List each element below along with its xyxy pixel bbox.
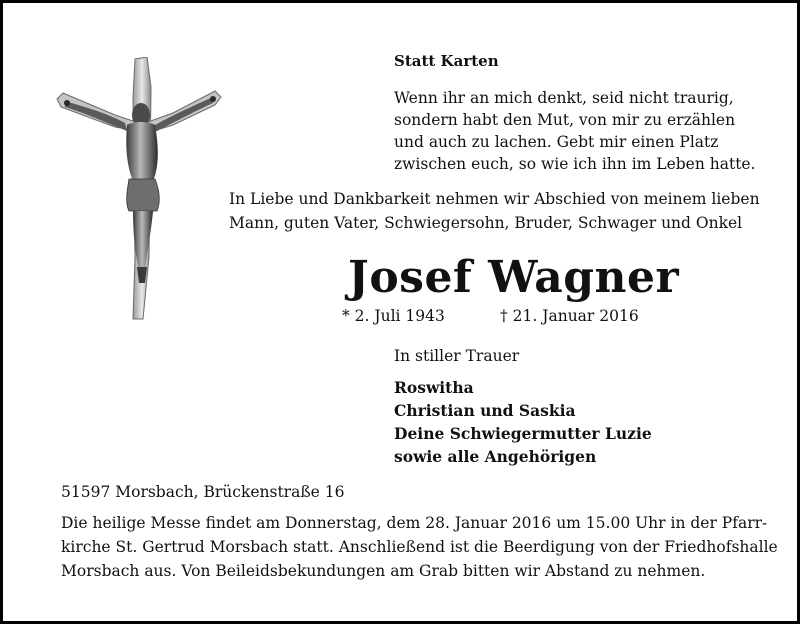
mourners-list [394, 376, 652, 468]
farewell-intro [229, 187, 760, 235]
poem-line: zwischen euch, so wie ich ihn im Leben hatte. [394, 155, 756, 173]
poem [394, 87, 756, 175]
mourner-item: Deine Schwiegermutter Luzie [394, 424, 652, 443]
service-line: kirche St. Gertrud Morsbach statt. Anschließend ist die Beerdigung von der Friedhofshalle [61, 538, 778, 556]
death-date: † 21. Januar 2016 [500, 307, 639, 325]
service-line: Morsbach aus. Von Beileidsbekundungen am Grab bitten wir Abstand zu nehmen. [61, 562, 706, 580]
poem-line: und auch zu lachen. Gebt mir einen Platz [394, 133, 719, 151]
intro-line: In Liebe und Dankbarkeit nehmen wir Abschied von meinem lieben [229, 190, 760, 208]
service-info [61, 511, 778, 583]
heading-statt-karten: Statt Karten [394, 52, 499, 70]
mourner-item: Christian und Saskia [394, 401, 576, 420]
poem-line: sondern habt den Mut, von mir zu erzählen [394, 111, 736, 129]
mourning-label: In stiller Trauer [394, 347, 520, 365]
mourner-item: sowie alle Angehörigen [394, 447, 597, 466]
intro-line: Mann, guten Vater, Schwiegersohn, Bruder, Schwager und Onkel [229, 214, 743, 232]
poem-line: Wenn ihr an mich denkt, seid nicht traurig, [394, 89, 734, 107]
deceased-name: Josef Wagner [348, 252, 680, 303]
mourner-item: Roswitha [394, 378, 474, 397]
birth-date: * 2. Juli 1943 [342, 307, 445, 325]
service-line: Die heilige Messe findet am Donnerstag, dem 28. Januar 2016 um 15.00 Uhr in der Pfarr- [61, 514, 768, 532]
crucifix-icon [55, 57, 223, 325]
address: 51597 Morsbach, Brückenstraße 16 [61, 483, 345, 501]
